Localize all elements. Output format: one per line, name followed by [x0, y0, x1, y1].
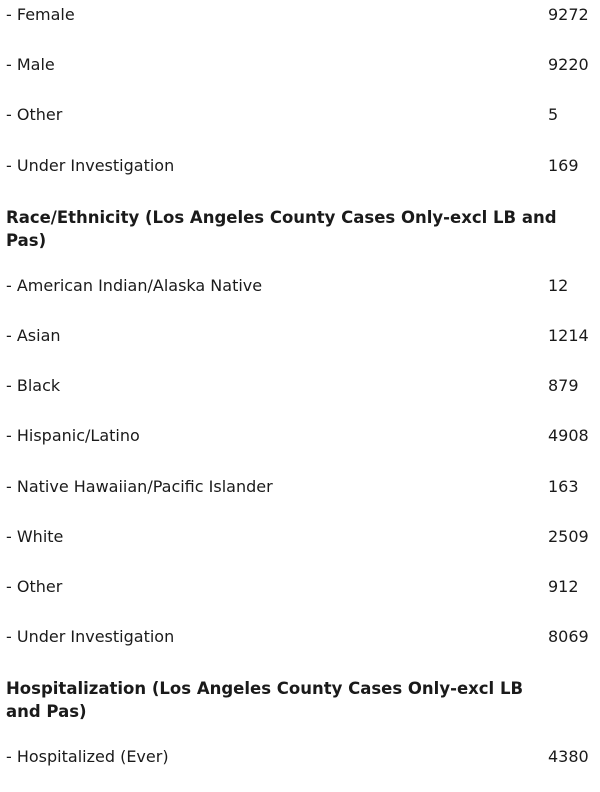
row-label: - Female	[6, 5, 75, 24]
row-value: 163	[548, 476, 579, 496]
row-value: 5	[548, 105, 559, 125]
table-row-race-under-investigation	[0, 622, 600, 672]
row-value: 9220	[548, 55, 589, 75]
row-label: - American Indian/Alaska Native	[6, 275, 263, 295]
table-row-hispanic-latino	[0, 421, 600, 471]
row-label: - Black	[6, 376, 61, 396]
row-label: - White	[6, 526, 64, 546]
table-row-american-indian	[0, 271, 600, 321]
hospitalization-heading: Hospitalization (Los Angeles County Cases Only-excl LB and Pas)	[6, 679, 524, 722]
row-label: - Hispanic/Latino	[6, 426, 140, 446]
row-label: - Other	[6, 105, 63, 125]
table-row-black	[0, 371, 600, 421]
table-row-asian	[0, 321, 600, 371]
table-row-gender-under-investigation	[0, 151, 600, 201]
row-value: 169	[548, 155, 579, 175]
row-value: 912	[548, 576, 579, 596]
row-value: 9272	[548, 5, 589, 24]
table-row-male	[0, 50, 600, 100]
table-row-gender-other	[0, 100, 600, 150]
row-value: 8069	[548, 627, 589, 647]
row-value: 4380	[548, 747, 589, 767]
race-ethnicity-heading: Race/Ethnicity (Los Angeles County Cases Only-excl LB and Pas)	[6, 207, 557, 250]
row-label: - Native Hawaiian/Pacific Islander	[6, 476, 273, 496]
table-row-white	[0, 522, 600, 572]
row-value: 1214	[548, 325, 589, 345]
row-label: - Male	[6, 55, 55, 75]
row-label: - Other	[6, 576, 63, 596]
row-value: 12	[548, 275, 569, 295]
row-label: - Asian	[6, 325, 61, 345]
table-row-race-other	[0, 572, 600, 622]
row-label: - Under Investigation	[6, 627, 175, 647]
row-value: 879	[548, 376, 579, 396]
table-row-female	[0, 0, 600, 50]
row-label: - Hospitalized (Ever)	[6, 747, 169, 767]
row-value: 4908	[548, 426, 589, 446]
row-label: - Under Investigation	[6, 155, 175, 175]
row-value: 2509	[548, 526, 589, 546]
table-row-hospitalized-ever	[0, 742, 600, 792]
table-row-native-hawaiian	[0, 472, 600, 522]
